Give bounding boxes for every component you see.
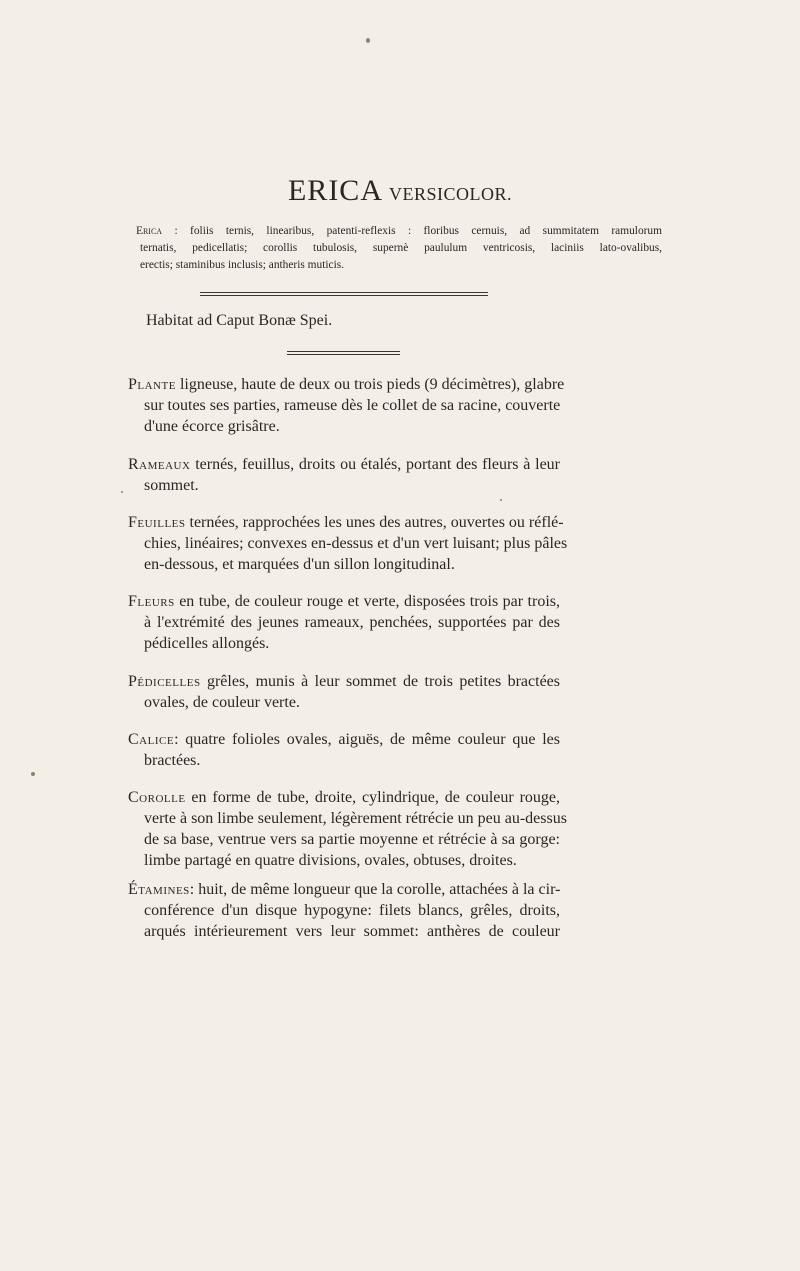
entry-line: Rameaux ternés, feuillus, droits ou étalés, portant des fleurs à leur — [128, 456, 560, 473]
page-title — [0, 174, 800, 208]
entry-etamines — [128, 879, 560, 942]
double-rule — [200, 292, 488, 296]
entry-line: ovales, de couleur verte. — [144, 694, 300, 711]
entry-term: Feuilles — [128, 514, 186, 531]
entry-term: Corolle — [128, 789, 186, 806]
entry-line: Corolle en forme de tube, droite, cylindrique, de couleur rouge, — [128, 789, 560, 806]
entry-line: bractées. — [144, 752, 201, 769]
entry-line: Fleurs en tube, de couleur rouge et verte, disposées trois par trois, — [128, 593, 560, 610]
entry-term: Calice — [128, 731, 175, 748]
habitat: Habitat ad Caput Bonæ Spei. — [146, 312, 333, 329]
entry-line: en-dessous, et marquées d'un sillon longitudinal. — [144, 556, 455, 573]
entry-line: Pédicelles grêles, munis à leur sommet de trois petites bractées — [128, 673, 560, 690]
entry-line: Étamines: huit, de même longueur que la corolle, attachées à la cir- — [128, 881, 561, 898]
entry-term: Plante — [128, 376, 176, 393]
title-species: VERSICOLOR. — [388, 184, 512, 204]
entry-line: conférence d'un disque hypogyne: filets blancs, grêles, droits, — [144, 902, 560, 919]
entry-line: Feuilles ternées, rapprochées les unes des autres, ouvertes ou réflé- — [128, 514, 564, 531]
entry-term: Fleurs — [128, 593, 175, 610]
title-genus: ERICA — [287, 174, 383, 207]
entry-line: d'une écorce grisâtre. — [144, 418, 280, 435]
entry-line: sommet. — [144, 477, 199, 494]
entry-line: chies, linéaires; convexes en-dessus et d'un vert luisant; plus pâles — [144, 535, 568, 552]
entry-term: Rameaux — [128, 456, 191, 473]
entry-calice — [128, 729, 560, 771]
entry-plante — [128, 374, 565, 437]
paper-speck — [121, 491, 123, 493]
entry-feuilles — [128, 512, 568, 575]
entry-term: Étamines — [128, 881, 190, 898]
entry-line: à l'extrémité des jeunes rameaux, penchées, supportées par des — [144, 614, 560, 631]
paper-speck — [366, 38, 370, 43]
entry-line: Calice: quatre folioles ovales, aiguës, de même couleur que les — [128, 731, 560, 748]
entry-corolle — [128, 787, 567, 871]
paper-speck — [500, 499, 502, 501]
entry-fleurs — [128, 591, 560, 654]
entry-pedicelles — [128, 671, 560, 713]
double-rule — [287, 351, 400, 355]
entry-rameaux — [128, 454, 560, 496]
diagnosis-line: Erica : foliis ternis, linearibus, patenti-reflexis : floribus cernuis, ad summitatem ramulorum — [136, 225, 662, 237]
paper-speck — [31, 772, 35, 776]
latin-diagnosis — [136, 223, 662, 275]
entry-term: Pédicelles — [128, 673, 201, 690]
diagnosis-line: erectis; staminibus inclusis; antheris muticis. — [140, 259, 345, 272]
entry-line: Plante ligneuse, haute de deux ou trois pieds (9 décimètres), glabre — [128, 376, 565, 393]
entry-line: sur toutes ses parties, rameuse dès le collet de sa racine, couverte — [144, 397, 561, 414]
entry-line: limbe partagé en quatre divisions, ovales, obtuses, droites. — [144, 852, 517, 869]
entry-line: verte à son limbe seulement, légèrement rétrécie un peu au-dessus — [144, 810, 567, 827]
diagnosis-line: ternatis, pedicellatis; corollis tubulosis, supernè paululum ventricosis, laciniis lato-ovalibus, — [140, 242, 662, 255]
entry-line: pédicelles allongés. — [144, 635, 270, 652]
diagnosis-lead: Erica — [136, 225, 163, 237]
entry-line: de sa base, ventrue vers sa partie moyenne et rétrécie à sa gorge: — [144, 831, 560, 848]
entry-line: arqués intérieurement vers leur sommet: anthères de couleur — [144, 923, 560, 940]
